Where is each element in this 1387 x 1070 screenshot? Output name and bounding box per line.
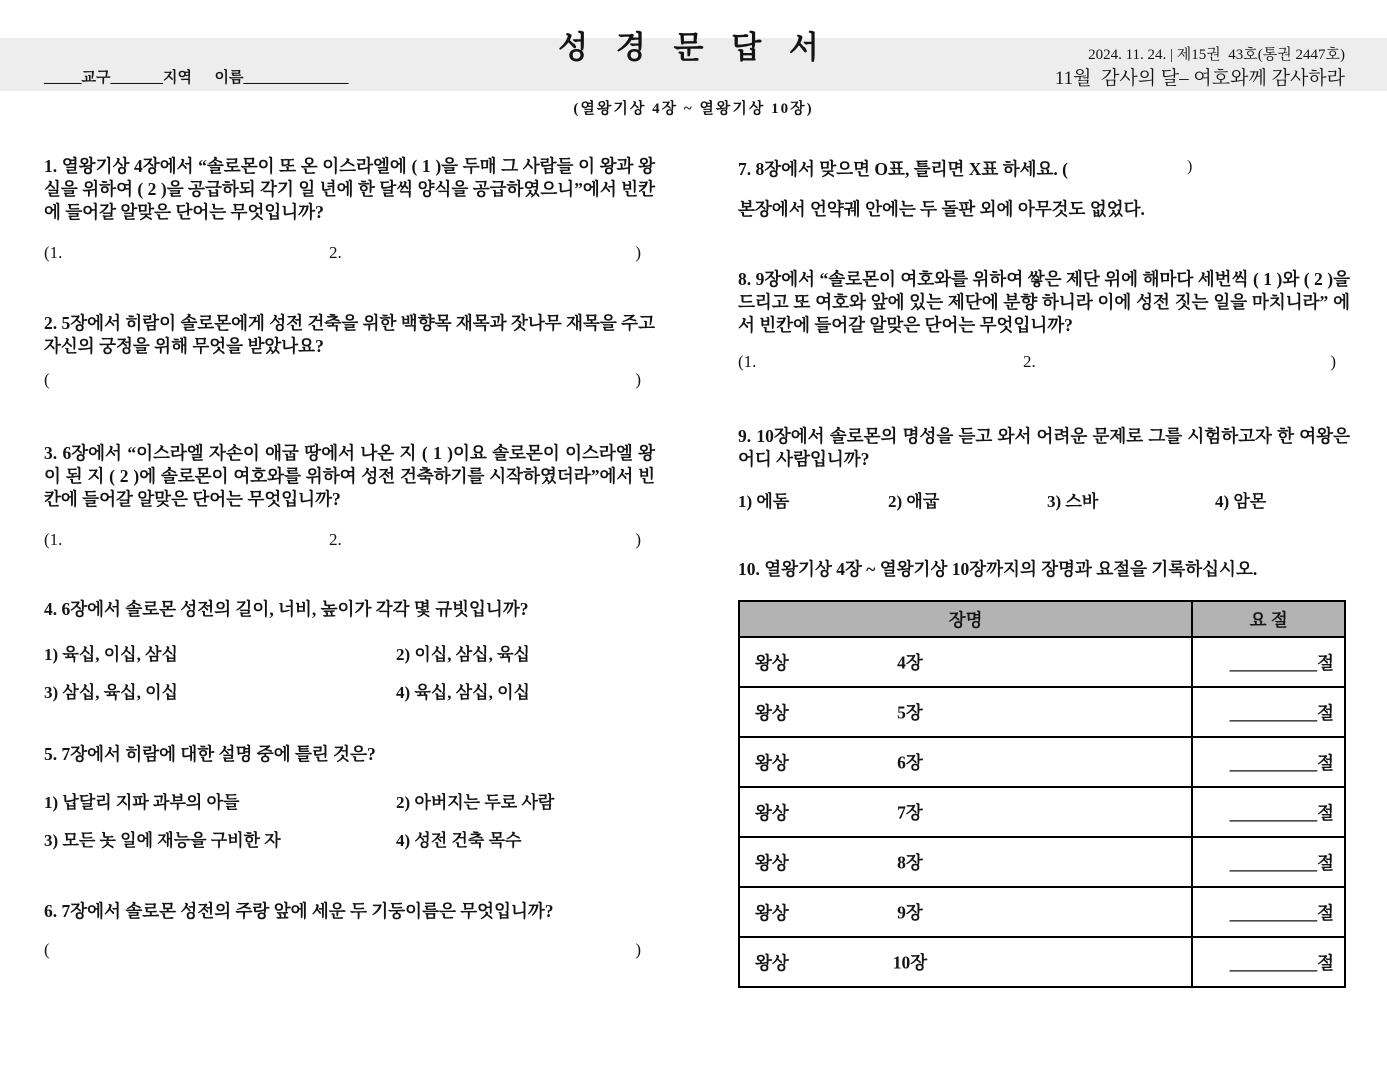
option-5-2: 2) 아버지는 두로 사람 — [396, 793, 555, 812]
chapter-label: 10장 — [892, 952, 928, 973]
issue-date-line: 2024. 11. 24. | 제15권 43호(통권 2447호) — [1088, 47, 1345, 63]
question-6-answer-line — [44, 940, 655, 962]
answer-close-7: ) — [1187, 158, 1193, 175]
chapter-label: 6장 — [897, 752, 923, 773]
question-9-text: 9. 10장에서 솔로몬의 명성을 듣고 와서 어려운 문제로 그를 시험하고자 한 여왕은 어디 사람입니까? — [738, 426, 1350, 469]
book-label: 왕상 — [755, 952, 789, 973]
question-2 — [44, 312, 655, 358]
question-1-text: 1. 열왕기상 4장에서 “솔로몬이 또 온 이스라엘에 ( 1 )을 두매 그 사람들 이 왕과 왕실을 위하여 ( 2 )을 공급하되 각기 일 년에 한 달씩 양식을 공급하였으니”에서 빈칸에 들어갈 알맞은 단어는 무엇입니까? — [44, 156, 655, 222]
question-4-options-row-2 — [44, 678, 655, 700]
table-header-chapter-name: 장명 — [739, 601, 1192, 637]
question-8-answer-line — [738, 352, 1350, 374]
question-9 — [738, 425, 1350, 471]
answer-open-2: ( — [44, 370, 50, 389]
option-9-1: 1) 에돔 — [738, 492, 790, 511]
answer-mid-1: 2. — [329, 243, 342, 262]
answer-close-6: ) — [635, 940, 641, 959]
answer-close-3: ) — [635, 530, 641, 549]
book-label: 왕상 — [755, 752, 789, 773]
table-header-verse: 요 절 — [1192, 601, 1345, 637]
parish-region-name-blanks: _____교구_______지역 이름______________ — [44, 70, 349, 86]
question-7-text: 7. 8장에서 맞으면 O표, 틀리면 X표 하세요. ( — [738, 159, 1068, 179]
verse-blank: __________절 — [1192, 937, 1345, 987]
option-9-3: 3) 스바 — [1047, 492, 1099, 511]
question-7-statement — [738, 198, 1350, 221]
table-row — [739, 687, 1345, 737]
table-row — [739, 887, 1345, 937]
book-label: 왕상 — [755, 852, 789, 873]
question-4 — [44, 598, 655, 621]
option-4-2: 2) 이십, 삼십, 육십 — [396, 645, 530, 664]
answer-open-8: (1. — [738, 352, 757, 371]
verse-blank: __________절 — [1192, 637, 1345, 687]
book-label: 왕상 — [755, 702, 789, 723]
table-header-row — [739, 601, 1345, 637]
answer-mid-3: 2. — [329, 530, 342, 549]
chapter-label: 8장 — [897, 852, 923, 873]
book-label: 왕상 — [755, 652, 789, 673]
book-label: 왕상 — [755, 802, 789, 823]
question-2-answer-line — [44, 370, 655, 392]
verse-blank: __________절 — [1192, 787, 1345, 837]
chapter-label: 7장 — [897, 802, 923, 823]
option-4-4: 4) 육십, 삼십, 이십 — [396, 683, 530, 702]
page-title: 성 경 문 답 서 — [558, 30, 829, 65]
question-6-text: 6. 7장에서 솔로몬 성전의 주랑 앞에 세운 두 기둥이름은 무엇입니까? — [44, 901, 554, 921]
question-4-options-row-1 — [44, 640, 655, 662]
option-4-1: 1) 육십, 이십, 삼십 — [44, 645, 178, 664]
question-8 — [738, 268, 1350, 337]
question-2-text: 2. 5장에서 히람이 솔로몬에게 성전 건축을 위한 백향목 재목과 잣나무 재목을 주고 자신의 궁정을 위해 무엇을 받았나요? — [44, 313, 655, 356]
verse-blank: __________절 — [1192, 837, 1345, 887]
table-row — [739, 937, 1345, 987]
question-3-answer-line — [44, 530, 655, 552]
book-label: 왕상 — [755, 902, 789, 923]
verse-blank: __________절 — [1192, 737, 1345, 787]
question-5 — [44, 743, 655, 766]
option-9-4: 4) 암몬 — [1215, 492, 1267, 511]
question-10-text: 10. 열왕기상 4장 ~ 열왕기상 10장까지의 장명과 요절을 기록하십시오. — [738, 559, 1258, 579]
chapter-label: 4장 — [897, 652, 923, 673]
chapter-label: 5장 — [897, 702, 923, 723]
question-3 — [44, 442, 655, 511]
answer-close-1: ) — [635, 243, 641, 262]
table-row — [739, 737, 1345, 787]
option-5-1: 1) 납달리 지파 과부의 아들 — [44, 793, 240, 812]
answer-close-8: ) — [1330, 352, 1336, 371]
question-5-options-row-1 — [44, 788, 655, 810]
question-1 — [44, 155, 655, 224]
chapter-verse-table — [738, 600, 1346, 988]
answer-open-1: (1. — [44, 243, 63, 262]
question-1-answer-line — [44, 243, 655, 265]
question-10 — [738, 558, 1350, 581]
question-9-options-row — [738, 487, 1350, 509]
answer-close-2: ) — [635, 370, 641, 389]
table-row — [739, 837, 1345, 887]
answer-mid-8: 2. — [1023, 352, 1036, 371]
table-row — [739, 787, 1345, 837]
question-3-text: 3. 6장에서 “이스라엘 자손이 애굽 땅에서 나온 지 ( 1 )이요 솔로몬이 이스라엘 왕이 된 지 ( 2 )에 솔로몬이 여호와를 위하여 성전 건축하기를 시작하였더라”에서 빈칸에 들어갈 알맞은 단어는 무엇입니까? — [44, 443, 655, 509]
question-6 — [44, 900, 655, 923]
scripture-range-subtitle: (열왕기상 4장 ~ 열왕기상 10장) — [573, 101, 814, 117]
option-4-3: 3) 삼십, 육십, 이십 — [44, 683, 178, 702]
question-4-text: 4. 6장에서 솔로몬 성전의 길이, 너비, 높이가 각각 몇 규빗입니까? — [44, 599, 529, 619]
option-5-4: 4) 성전 건축 목수 — [396, 831, 522, 850]
table-row — [739, 637, 1345, 687]
option-9-2: 2) 애굽 — [888, 492, 940, 511]
answer-open-6: ( — [44, 940, 50, 959]
chapter-label: 9장 — [897, 902, 923, 923]
question-7-statement-text: 본장에서 언약궤 안에는 두 돌판 외에 아무것도 없었다. — [738, 199, 1145, 219]
question-7 — [738, 158, 1350, 181]
question-5-text: 5. 7장에서 히람에 대한 설명 중에 틀린 것은? — [44, 744, 376, 764]
question-5-options-row-2 — [44, 826, 655, 848]
verse-blank: __________절 — [1192, 687, 1345, 737]
monthly-theme-line: 11월 감사의 달– 여호와께 감사하라 — [1054, 68, 1345, 89]
verse-blank: __________절 — [1192, 887, 1345, 937]
option-5-3: 3) 모든 놋 일에 재능을 구비한 자 — [44, 831, 281, 850]
question-8-text: 8. 9장에서 “솔로몬이 여호와를 위하여 쌓은 제단 위에 해마다 세번씩 ( 1 )와 ( 2 )을 드리고 또 여호와 앞에 있는 제단에 분향 하니라 이에 성전 짓는 일을 마치니라” 에서 빈칸에 들어갈 알맞은 단어는 무엇입니까? — [738, 269, 1350, 335]
answer-open-3: (1. — [44, 530, 63, 549]
